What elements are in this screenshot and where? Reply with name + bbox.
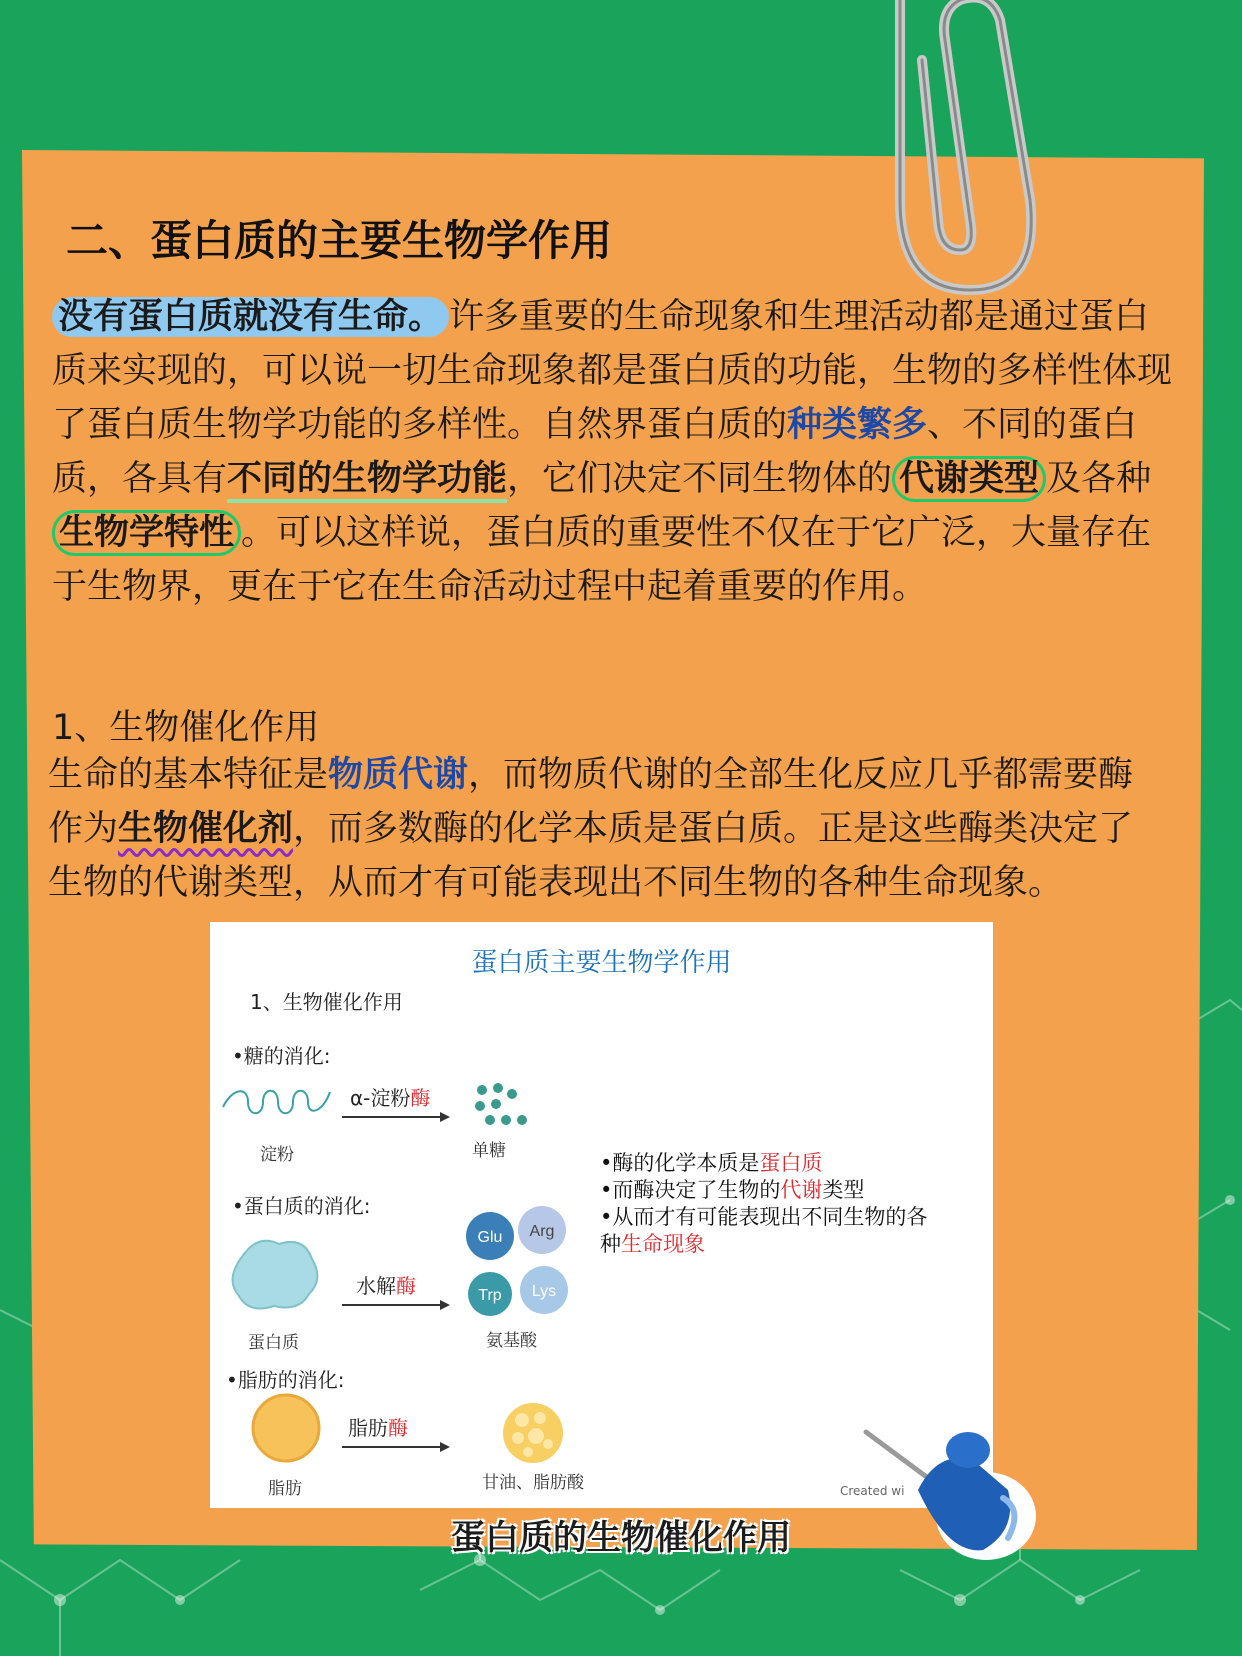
keyword-metabolism: 物质代谢 xyxy=(328,755,469,795)
intro-text-1: 许多重要的生命现象和生理活动都是通过蛋白质来实现的，可以说一切生命现象都是蛋白质的功能，生物的多样性体现了蛋白质生物学功能的多样性。自然界蛋白质的 xyxy=(52,297,1173,445)
monosaccharide-label: 单糖 xyxy=(472,1141,506,1161)
monosaccharide-icon xyxy=(472,1082,532,1128)
catalysis-text-2: ，而物质代谢的全部生化反应几乎都需要酶作为 xyxy=(48,755,1134,849)
catalysis-paragraph xyxy=(48,748,1168,910)
amino-acid-arg: Arg xyxy=(529,1223,555,1240)
fact-line-2: •而酶决定了生物的代谢类型 xyxy=(600,1178,865,1202)
protein-label: 蛋白质 xyxy=(248,1333,299,1353)
intro-paragraph xyxy=(52,290,1172,614)
protein-blob-icon xyxy=(224,1234,324,1314)
section-heading: 1、生物催化作用 xyxy=(52,708,320,748)
fat-label: 脂肪 xyxy=(268,1479,302,1499)
starch-icon xyxy=(218,1082,338,1122)
amylase-label: α-淀粉酶 xyxy=(350,1086,431,1110)
enzyme-facts xyxy=(600,1150,980,1258)
keyword-metabolism-type: 代谢类型 xyxy=(892,456,1046,502)
intro-text-5: 。可以这样说，蛋白质的重要性不仅在于它广泛，大量存在于生物界，更在于它在生命活动过程中起着重要的作用。 xyxy=(52,513,1152,607)
pushpin-icon xyxy=(858,1420,1048,1570)
sugar-heading: •糖的消化: xyxy=(232,1044,331,1068)
arrow-icon xyxy=(342,1440,452,1454)
intro-text-3: ，它们决定不同生物体的 xyxy=(507,459,893,499)
credit-text: Created wi xyxy=(840,1484,905,1498)
keyword-functions: 不同的生物学功能 xyxy=(227,459,507,503)
glycerol-label: 甘油、脂肪酸 xyxy=(482,1473,584,1493)
fact-line-3: •从而才有可能表现出不同生物的各 xyxy=(600,1205,928,1229)
amino-acid-trp: Trp xyxy=(478,1287,502,1304)
amino-acid-balls-icon xyxy=(462,1204,572,1320)
glycerol-fatty-acid-icon xyxy=(500,1400,566,1466)
arrow-icon xyxy=(342,1298,452,1312)
amino-acid-lys: Lys xyxy=(531,1283,557,1300)
fat-droplet-icon xyxy=(250,1392,322,1464)
protein-heading: •蛋白质的消化: xyxy=(232,1194,371,1218)
paperclip-icon xyxy=(860,0,1060,310)
fat-heading: •脂肪的消化: xyxy=(226,1368,345,1392)
page-title: 二、蛋白质的主要生物学作用 xyxy=(66,216,613,265)
fact-line-4: 种生命现象 xyxy=(600,1232,705,1256)
figure-caption: 蛋白质的生物催化作用 xyxy=(451,1518,791,1558)
figure-subtitle: 1、生物催化作用 xyxy=(250,990,403,1014)
hydrolase-label: 水解酶 xyxy=(356,1274,416,1298)
keyword-variety: 种类繁多 xyxy=(787,405,928,445)
catalysis-text-1: 生命的基本特征是 xyxy=(48,755,329,795)
keyword-biological-traits: 生物学特性 xyxy=(52,510,241,556)
highlighted-statement: 没有蛋白质就没有生命。 xyxy=(52,297,449,337)
amino-acid-label: 氨基酸 xyxy=(486,1331,537,1351)
amino-acid-glu: Glu xyxy=(477,1229,503,1246)
catalysis-text-3: ，而多数酶的化学本质是蛋白质。正是这些酶类决定了生物的代谢类型，从而才有可能表现出不同生物的各种生命现象。 xyxy=(48,809,1134,903)
keyword-biocatalyst: 生物催化剂 xyxy=(118,809,294,849)
intro-text-4: 及各种 xyxy=(1046,459,1152,499)
arrow-icon xyxy=(342,1110,452,1124)
starch-label: 淀粉 xyxy=(260,1145,294,1165)
lipase-label: 脂肪酶 xyxy=(348,1416,408,1440)
intro-text-2: 、不同的蛋白质，各具有 xyxy=(52,405,1138,499)
figure-title: 蛋白质主要生物学作用 xyxy=(471,948,732,978)
fact-line-1: •酶的化学本质是蛋白质 xyxy=(600,1151,823,1175)
